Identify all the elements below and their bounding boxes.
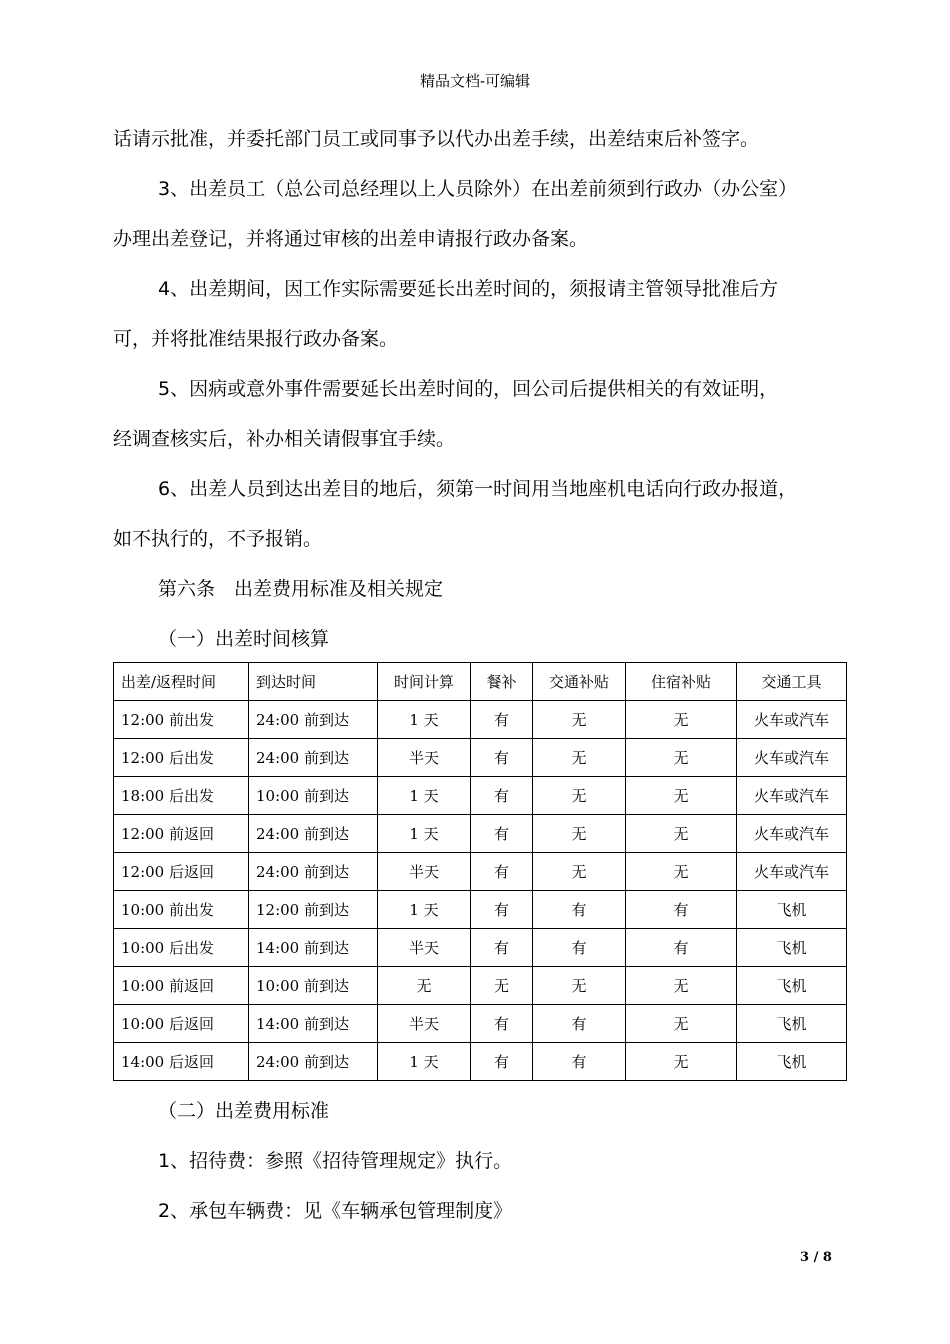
table-cell: 半天	[378, 853, 471, 891]
table-cell: 飞机	[737, 1043, 847, 1081]
paragraph-line: 2、承包车辆费：见《车辆承包管理制度》	[158, 1200, 513, 1222]
table-row	[114, 929, 847, 967]
table-row	[114, 1005, 847, 1043]
paragraph-line: 如不执行的，不予报销。	[113, 528, 323, 550]
table-cell: 12:00 前到达	[249, 891, 378, 929]
paragraph-line: 4、出差期间，因工作实际需要延长出差时间的，须报请主管领导批准后方	[158, 278, 779, 300]
table-cell: 飞机	[737, 1005, 847, 1043]
table-cell: 无	[471, 967, 533, 1005]
table-cell: 1 天	[378, 815, 471, 853]
table-cell: 无	[626, 1043, 737, 1081]
table-cell: 有	[471, 1043, 533, 1081]
table-row	[114, 739, 847, 777]
table-cell: 无	[533, 815, 626, 853]
table-cell: 飞机	[737, 891, 847, 929]
table-cell: 无	[626, 739, 737, 777]
table-cell: 有	[471, 1005, 533, 1043]
table-cell: 12:00 后返回	[114, 853, 249, 891]
table-cell: 有	[626, 891, 737, 929]
table-cell: 无	[533, 853, 626, 891]
table-header-row	[114, 663, 847, 701]
table-cell: 14:00 前到达	[249, 929, 378, 967]
table-cell: 火车或汽车	[737, 815, 847, 853]
paragraph-line: 经调查核实后，补办相关请假事宜手续。	[113, 428, 456, 450]
table-cell: 10:00 前到达	[249, 967, 378, 1005]
table-cell: 1 天	[378, 891, 471, 929]
table-cell: 有	[533, 1043, 626, 1081]
table-row	[114, 777, 847, 815]
table-cell: 半天	[378, 739, 471, 777]
table-cell: 有	[471, 815, 533, 853]
table-cell: 有	[626, 929, 737, 967]
table-cell: 14:00 后返回	[114, 1043, 249, 1081]
table-cell: 半天	[378, 929, 471, 967]
table-cell: 10:00 前到达	[249, 777, 378, 815]
table-cell: 12:00 前返回	[114, 815, 249, 853]
table-cell: 12:00 前出发	[114, 701, 249, 739]
travel-time-table	[113, 662, 847, 1081]
table-cell: 10:00 后返回	[114, 1005, 249, 1043]
table-cell: 有	[471, 777, 533, 815]
table-cell: 有	[533, 891, 626, 929]
table-cell: 无	[626, 967, 737, 1005]
table-row	[114, 815, 847, 853]
table-cell: 无	[378, 967, 471, 1005]
table-cell: 半天	[378, 1005, 471, 1043]
table-cell: 24:00 前到达	[249, 739, 378, 777]
paragraph-line: 办理出差登记，并将通过审核的出差申请报行政办备案。	[113, 228, 589, 250]
paragraph-line: 可，并将批准结果报行政办备案。	[113, 328, 399, 350]
table-cell: 火车或汽车	[737, 739, 847, 777]
table-cell: 火车或汽车	[737, 853, 847, 891]
paragraph-line: 5、因病或意外事件需要延长出差时间的，回公司后提供相关的有效证明，	[158, 378, 779, 400]
paragraph-line: 3、出差员工（总公司总经理以上人员除外）在出差前须到行政办（办公室）	[158, 178, 798, 200]
table-row	[114, 853, 847, 891]
column-header: 交通补贴	[533, 663, 626, 701]
page-header: 精品文档-可编辑	[419, 72, 531, 90]
table-cell: 10:00 前出发	[114, 891, 249, 929]
table-cell: 无	[626, 701, 737, 739]
table-cell: 有	[471, 853, 533, 891]
table-cell: 14:00 前到达	[249, 1005, 378, 1043]
table-row	[114, 1043, 847, 1081]
table-cell: 火车或汽车	[737, 701, 847, 739]
table-cell: 无	[626, 853, 737, 891]
table-cell: 有	[533, 929, 626, 967]
table-cell: 无	[533, 967, 626, 1005]
table-cell: 无	[626, 815, 737, 853]
table-cell: 飞机	[737, 929, 847, 967]
column-header: 到达时间	[249, 663, 378, 701]
paragraph-line: 1、招待费：参照《招待管理规定》执行。	[158, 1150, 513, 1172]
subsection-heading: （一）出差时间核算	[158, 628, 330, 650]
column-header: 交通工具	[737, 663, 847, 701]
table-cell: 有	[471, 701, 533, 739]
table-cell: 无	[533, 777, 626, 815]
table-cell: 24:00 前到达	[249, 853, 378, 891]
table-cell: 1 天	[378, 777, 471, 815]
table-cell: 有	[471, 739, 533, 777]
table-cell: 24:00 前到达	[249, 1043, 378, 1081]
table-row	[114, 701, 847, 739]
table-cell: 有	[533, 1005, 626, 1043]
table-cell: 有	[471, 929, 533, 967]
paragraph-line: 话请示批准，并委托部门员工或同事予以代办出差手续，出差结束后补签字。	[113, 128, 760, 150]
column-header: 时间计算	[378, 663, 471, 701]
subsection-heading: （二）出差费用标准	[158, 1100, 330, 1122]
section-heading: 第六条 出差费用标准及相关规定	[158, 578, 444, 600]
table-cell: 10:00 后出发	[114, 929, 249, 967]
table-cell: 无	[533, 701, 626, 739]
table-cell: 1 天	[378, 701, 471, 739]
table-cell: 飞机	[737, 967, 847, 1005]
column-header: 出差/返程时间	[114, 663, 249, 701]
table-cell: 无	[533, 739, 626, 777]
table-cell: 24:00 前到达	[249, 701, 378, 739]
table-cell: 12:00 后出发	[114, 739, 249, 777]
table-cell: 10:00 前返回	[114, 967, 249, 1005]
paragraph-line: 6、出差人员到达出差目的地后，须第一时间用当地座机电话向行政办报道，	[158, 478, 798, 500]
table-cell: 无	[626, 1005, 737, 1043]
table-row	[114, 967, 847, 1005]
table-cell: 火车或汽车	[737, 777, 847, 815]
table-cell: 1 天	[378, 1043, 471, 1081]
column-header: 餐补	[471, 663, 533, 701]
page-number: 3 / 8	[800, 1250, 832, 1265]
table-row	[114, 891, 847, 929]
table-cell: 24:00 前到达	[249, 815, 378, 853]
table-cell: 18:00 后出发	[114, 777, 249, 815]
table-cell: 无	[626, 777, 737, 815]
column-header: 住宿补贴	[626, 663, 737, 701]
table-cell: 有	[471, 891, 533, 929]
